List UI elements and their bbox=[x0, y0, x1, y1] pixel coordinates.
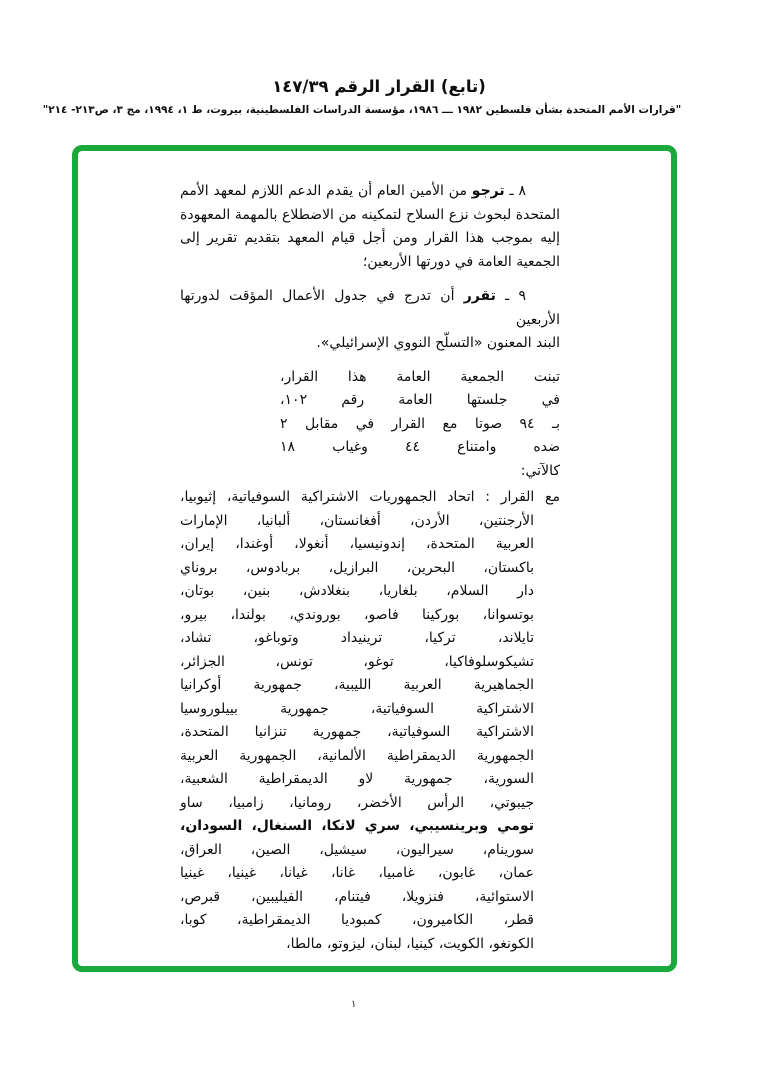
text-line: تبنت الجمعية العامة هذا القرار، bbox=[280, 368, 560, 385]
text-line: بـ ٩٤ صوتا مع القرار في مقابل ٢ bbox=[280, 415, 560, 432]
text-line: الاشتراكية السوفياتية، جمهورية تنزانيا المتحدة، bbox=[180, 724, 534, 740]
text-line: الأرجنتين، الأردن، أفغانستان، ألبانيا، الإمارات bbox=[180, 512, 534, 529]
page-title: (تابع) القرار الرقم ١٤٧/٣٩ bbox=[272, 77, 486, 96]
text-line: ٨ ـ ترجو من الأمين العام أن يقدم الدعم اللازم لمعهد الأمم bbox=[180, 183, 526, 199]
text-line: الجمهورية الديمقراطية الألمانية، الجمهورية العربية bbox=[180, 747, 534, 764]
text-line: جيبوتي، الرأس الأخضر، رومانيا، زامبيا، ساو bbox=[180, 794, 534, 811]
text-line: تشيكوسلوفاكيا، توغو، تونس، الجزائر، bbox=[180, 653, 534, 670]
text-line: دار السلام، بلغاريا، بنغلادش، بنين، بوتان، bbox=[180, 583, 534, 599]
paragraph-9 bbox=[180, 285, 560, 356]
text-line: الاستوائية، فنزويلا، فيتنام، الفيليبين، قبرص، bbox=[180, 888, 534, 905]
text-line: السورية، جمهورية لاو الديمقراطية الشعبية، bbox=[180, 771, 534, 787]
text-line: الاشتراكية السوفياتية، جمهورية بييلوروسيا bbox=[180, 700, 534, 717]
text-line: مع القرار : اتحاد الجمهوريات الاشتراكية السوفياتية، إثيوبيا، bbox=[180, 489, 560, 505]
text-line: باكستان، البحرين، البرازيل، بربادوس، بروناي bbox=[180, 559, 534, 576]
text-line: البند المعنون «التسلّح النووي الإسرائيلي». bbox=[316, 335, 560, 351]
text-line: العربية المتحدة، إندونيسيا، أنغولا، أوغندا، إيران، bbox=[180, 536, 534, 552]
text-line: قطر، الكاميرون، كمبوديا الديمقراطية، كوبا، bbox=[180, 912, 534, 928]
text-line: الجماهيرية العربية الليبية، جمهورية أوكرانيا bbox=[180, 677, 534, 693]
text-line: بوتسوانا، بوركينا فاصو، بوروندي، بولندا، بيرو، bbox=[180, 606, 534, 623]
page-number: ١ bbox=[351, 999, 357, 1010]
text-line: تومي وبرينسيبي، سري لانكا، السنغال، السودان، bbox=[180, 818, 534, 834]
text-line: ٩ ـ تقرر أن تدرج في جدول الأعمال المؤقت لدورتها الأربعين bbox=[180, 288, 560, 328]
resolution-text-column bbox=[180, 180, 560, 956]
text-line: الجمعية العامة في دورتها الأربعين؛ bbox=[362, 253, 560, 270]
text-line: في جلستها العامة رقم ١٠٢، bbox=[280, 392, 560, 408]
vote-summary-block bbox=[280, 366, 560, 484]
text-line: سورينام، سيراليون، سيشيل، الصين، العراق، bbox=[180, 841, 534, 858]
paragraph-8 bbox=[180, 180, 560, 274]
text-line: عمان، غابون، غامبيا، غانا، غيانا، غينيا، غينيا bbox=[180, 865, 534, 881]
text-line: كالآتي: bbox=[520, 462, 560, 479]
text-line: تايلاند، تركيا، ترينيداد وتوباغو، تشاد، bbox=[180, 630, 534, 646]
text-line: الكونغو، الكويت، كينيا، لبنان، ليزوتو، مالطا، bbox=[286, 935, 534, 952]
text-line: إليه بموجب هذا القرار ومن أجل قيام المعهد بتقديم تقرير إلى bbox=[180, 230, 560, 246]
text-line: ضده وامتناع ٤٤ وغياب ١٨ bbox=[280, 439, 560, 455]
source-citation-line: "قرارات الأمم المتحدة بشأن فلسطين ١٩٨٢ ـــ ١٩٨٦، مؤسسة الدراسات الفلسطينية، بيروت، ط ١، ١٩٩٤، مج ٣، ص٢١٣- ٢١٤" bbox=[42, 104, 682, 116]
text-line: المتحدة لبحوث نزع السلاح لتمكينه من الاضطلاع بالمهمة المعهودة bbox=[180, 206, 560, 223]
vote-with-country-list bbox=[180, 486, 560, 956]
